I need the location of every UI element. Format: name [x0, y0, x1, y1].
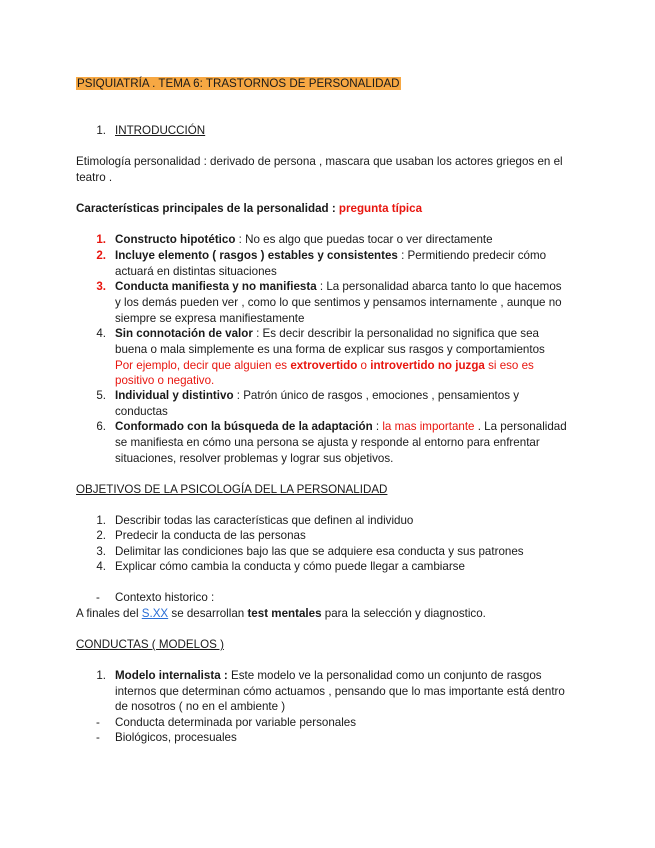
list-number: 6. — [96, 420, 106, 433]
list-rest: : La personalidad abarca tanto lo que hacemos — [316, 280, 562, 293]
context-label: Contexto historico : — [115, 591, 215, 604]
list-text-cont: conductas — [115, 405, 168, 418]
list-text: Delimitar las condiciones bajo las que se adquiere esa conducta y sus patrones — [115, 545, 524, 558]
bullet-text: Conducta determinada por variable personales — [115, 716, 357, 729]
context-text: para la selección y diagnostico. — [321, 607, 486, 620]
list-text-cont: situaciones, resolver problemas y lograr sus objetivos. — [115, 452, 394, 465]
etymology-line-2: teatro . — [76, 171, 113, 184]
bullet-dash: - — [96, 731, 100, 744]
list-text: Describir todas las características que definen al individuo — [115, 514, 414, 527]
characteristics-note: pregunta típica — [338, 202, 423, 215]
sxx-link[interactable]: S.XX — [141, 607, 169, 620]
list-bold: Conducta manifiesta y no manifiesta — [115, 280, 317, 293]
list-number: 2. — [96, 249, 106, 262]
context-text: A finales del — [76, 607, 142, 620]
page-title — [76, 76, 401, 92]
bullet-dash: - — [96, 716, 100, 729]
characteristics-heading — [76, 201, 422, 217]
list-rest: : Permitiendo predecir cómo — [397, 249, 547, 262]
example-text: si eso es — [484, 359, 534, 372]
list-bold: Conformado con la búsqueda de la adaptación — [115, 420, 373, 433]
list-bold: Sin connotación de valor — [115, 327, 253, 340]
list-bold: Incluye elemento ( rasgos ) estables y consistentes — [115, 249, 398, 262]
example-text: Por ejemplo, decir que alguien es — [115, 359, 291, 372]
etymology-line-1: Etimología personalidad : derivado de persona , mascara que usaban los actores griegos en el — [76, 155, 563, 168]
list-text — [115, 388, 519, 404]
example-line-cont: positivo o negativo. — [115, 374, 215, 387]
title-highlight: PSIQUIATRÍA . TEMA 6: TRASTORNOS DE PERSONALIDAD — [77, 77, 400, 90]
list-bold: Individual y distintivo — [115, 389, 234, 402]
list-text — [115, 248, 546, 264]
conductas-heading: CONDUCTAS ( MODELOS ) — [76, 638, 224, 651]
example-bold: extrovertido — [290, 359, 358, 372]
list-text — [115, 419, 567, 435]
list-number: 1. — [96, 514, 106, 527]
context-line — [76, 606, 486, 622]
bullet-dash: - — [96, 591, 100, 604]
example-text: o — [357, 359, 371, 372]
example-bold: introvertido no juzga — [370, 359, 485, 372]
list-rest: . La personalidad — [474, 420, 567, 433]
context-text: se desarrollan — [168, 607, 248, 620]
list-text: Explicar cómo cambia la conducta y cómo puede llegar a cambiarse — [115, 560, 465, 573]
list-text — [115, 326, 539, 342]
list-rest: : No es algo que puedas tocar o ver directamente — [235, 233, 493, 246]
list-number: 5. — [96, 389, 106, 402]
list-number: 1. — [96, 669, 106, 682]
list-rest: Este modelo ve la personalidad como un conjunto de rasgos — [227, 669, 542, 682]
list-text — [115, 279, 562, 295]
list-text-cont: buena o mala simplemente es una forma de explicar sus rasgos y comportamientos — [115, 343, 545, 356]
list-number: 4. — [96, 327, 106, 340]
list-text-cont: y los demás pueden ver , como lo que sentimos y pensamos internamente , aunque no — [115, 296, 562, 309]
list-number: 1. — [96, 233, 106, 246]
list-text-cont: de nosotros ( no en el ambiente ) — [115, 700, 286, 713]
list-number: 4. — [96, 560, 106, 573]
bullet-text: Biológicos, procesuales — [115, 731, 237, 744]
list-text: Predecir la conducta de las personas — [115, 529, 306, 542]
list-text-cont: se manifiesta en cómo una persona se ajusta y responde al entorno para enfrentar — [115, 436, 540, 449]
list-text-cont: internos que determinan cómo actuamos , pensando que lo mas importante está dentro — [115, 685, 565, 698]
example-line — [115, 358, 534, 374]
intro-number: 1. — [96, 124, 106, 137]
list-number: 2. — [96, 529, 106, 542]
list-number: 3. — [96, 545, 106, 558]
list-text — [115, 668, 542, 684]
list-rest: : Patrón único de rasgos , emociones , pensamientos y — [233, 389, 520, 402]
list-text — [115, 232, 493, 248]
characteristics-label: Características principales de la personalidad : — [76, 202, 336, 215]
context-bold: test mentales — [247, 607, 322, 620]
list-number: 3. — [96, 280, 106, 293]
list-bold: Constructo hipotético — [115, 233, 236, 246]
list-bold: Modelo internalista : — [115, 669, 228, 682]
list-text-cont: siempre se expresa manifiestamente — [115, 312, 305, 325]
list-rest: : Es decir describir la personalidad no significa que sea — [252, 327, 539, 340]
list-rest: : — [372, 420, 383, 433]
intro-label: INTRODUCCIÓN — [115, 124, 206, 137]
list-text-cont: actuará en distintas situaciones — [115, 265, 277, 278]
objectives-heading: OBJETIVOS DE LA PSICOLOGÍA DEL LA PERSONALIDAD — [76, 483, 388, 496]
important-note: la mas importante — [382, 420, 475, 433]
